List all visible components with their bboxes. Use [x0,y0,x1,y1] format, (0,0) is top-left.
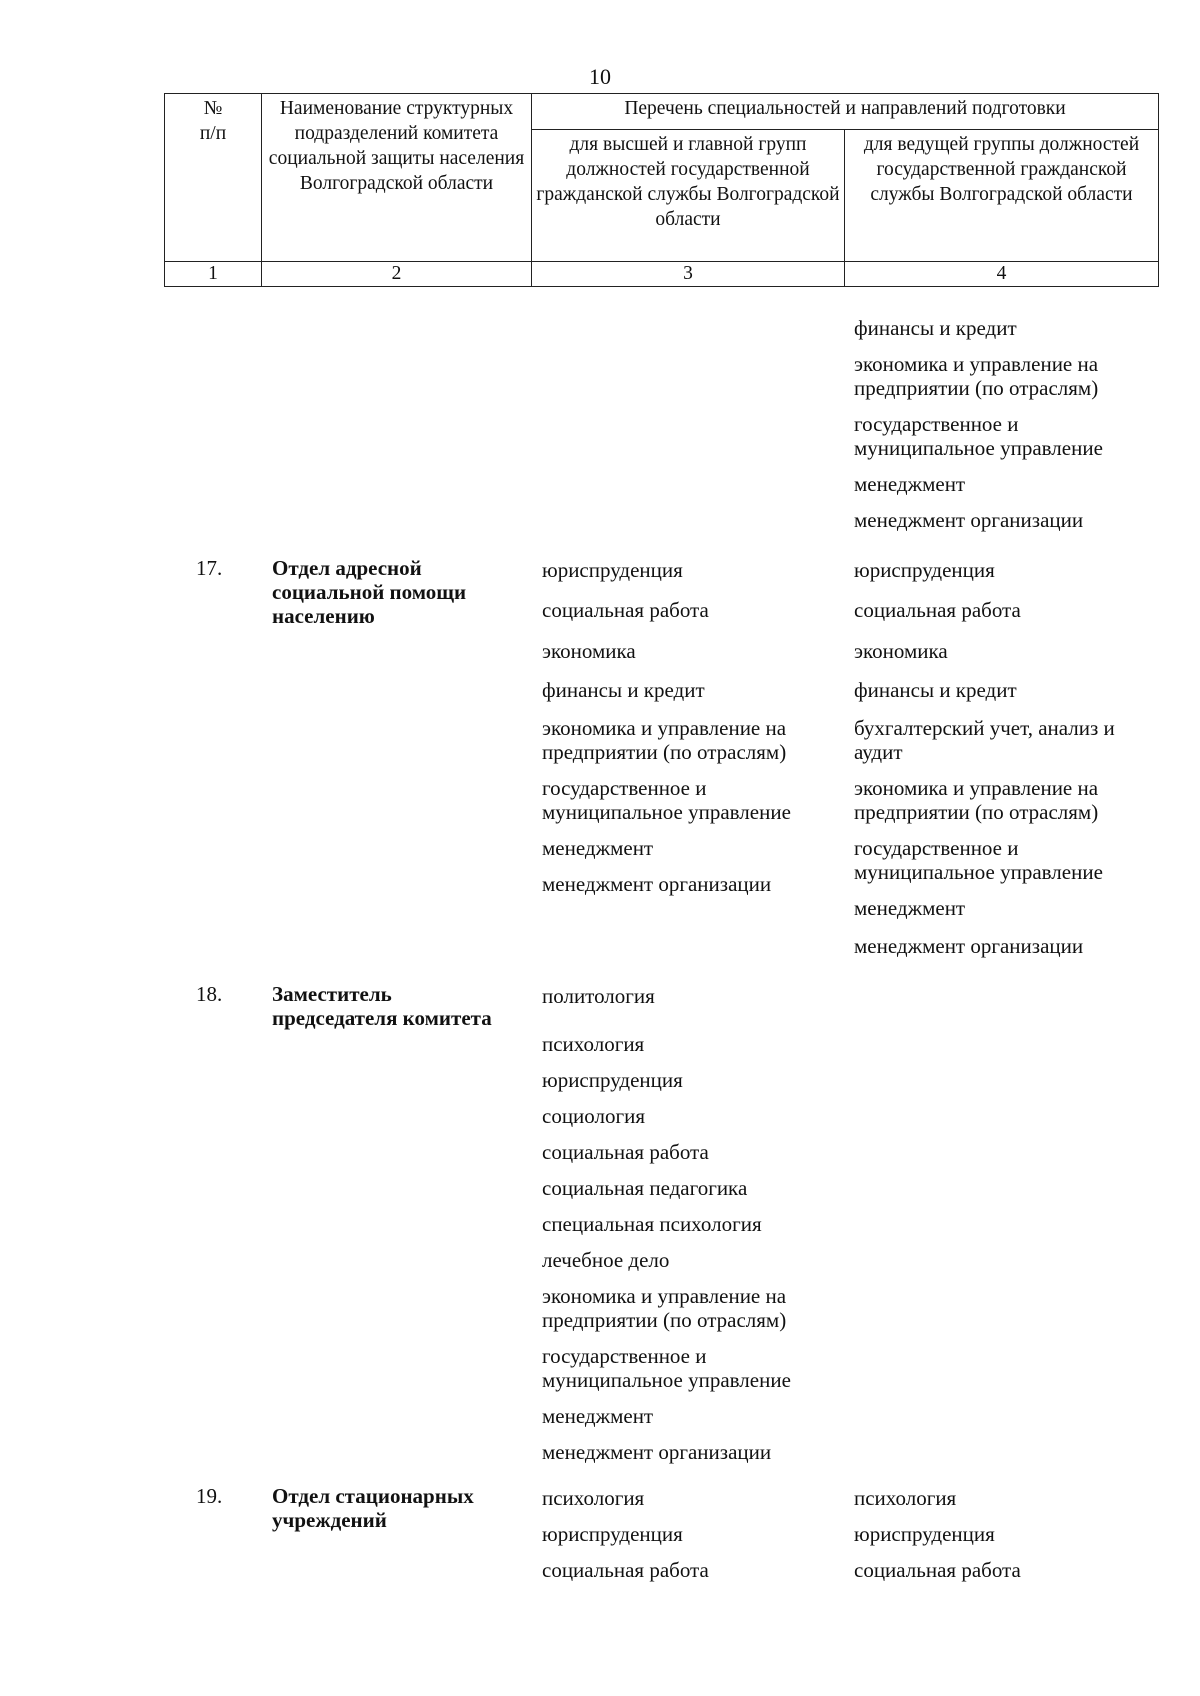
specialty-item: социальная работа [542,1558,709,1582]
specialty-item: психология [854,1486,957,1510]
specialty-item: экономика и управление на предприятии (по отраслям) [854,352,1099,400]
specialty-item: менеджмент [854,896,966,920]
specialty-item: социальная работа [854,598,1021,622]
specialty-item: финансы и кредит [854,316,1017,340]
specialty-item: юриспруденция [854,1522,995,1546]
header-table [164,93,1159,287]
header-higher-groups-column: для высшей и главной групп должностей государственной гражданской службы Волгоградской области [532,130,845,262]
specialty-item: государственное и муниципальное управление [542,776,791,824]
specialty-item: экономика [542,639,636,663]
specialty-item: экономика и управление на предприятии (по отраслям) [542,716,787,764]
specialty-item: менеджмент [542,1404,654,1428]
specialty-item: социальная работа [542,598,709,622]
specialty-item: менеджмент организации [542,1440,772,1464]
row-17-unit-name: Отдел адресной социальной помощи населению [272,556,467,628]
row-18-number: 18. [196,982,223,1006]
specialty-item: специальная психология [542,1212,762,1236]
specialty-item: финансы и кредит [854,678,1017,702]
specialty-item: юриспруденция [542,1068,683,1092]
specialty-item: социальная педагогика [542,1176,748,1200]
header-unit-name-column: Наименование структурных подразделений комитета социальной защиты населения Волгоградской области [262,94,532,262]
row-19-number: 19. [196,1484,223,1508]
row-17-number: 17. [196,556,223,580]
specialty-item: социальная работа [854,1558,1021,1582]
specialty-item: государственное и муниципальное управление [542,1344,791,1392]
specialty-item: юриспруденция [542,1522,683,1546]
specialty-item: менеджмент организации [854,508,1084,532]
specialty-item: финансы и кредит [542,678,705,702]
header-number-column: № п/п [165,94,262,262]
specialty-item: психология [542,1032,645,1056]
specialty-item: социология [542,1104,646,1128]
specialty-item: социальная работа [542,1140,709,1164]
specialty-item: экономика и управление на предприятии (по отраслям) [854,776,1099,824]
specialty-item: политология [542,984,655,1008]
specialty-item: менеджмент [542,836,654,860]
specialty-item: юриспруденция [542,558,683,582]
specialty-item: менеджмент организации [542,872,772,896]
row-18-unit-name: Заместитель председателя комитета [272,982,492,1030]
specialty-item: бухгалтерский учет, анализ и аудит [854,716,1115,764]
header-leading-group-column: для ведущей группы должностей государственной гражданской службы Волгоградской области [845,130,1159,262]
header-specialties-group: Перечень специальностей и направлений подготовки [532,94,1159,130]
header-col-number-4: 4 [845,262,1159,287]
specialty-item: психология [542,1486,645,1510]
page-number: 10 [589,64,611,89]
specialty-item: менеджмент [854,472,966,496]
specialty-item: государственное и муниципальное управление [854,412,1103,460]
header-col-number-3: 3 [532,262,845,287]
header-col-number-2: 2 [262,262,532,287]
specialty-item: экономика [854,639,948,663]
specialty-item: менеджмент организации [854,934,1084,958]
specialty-item: государственное и муниципальное управление [854,836,1103,884]
specialty-item: экономика и управление на предприятии (по отраслям) [542,1284,787,1332]
specialty-item: юриспруденция [854,558,995,582]
row-19-unit-name: Отдел стационарных учреждений [272,1484,474,1532]
header-col-number-1: 1 [165,262,262,287]
specialty-item: лечебное дело [542,1248,670,1272]
